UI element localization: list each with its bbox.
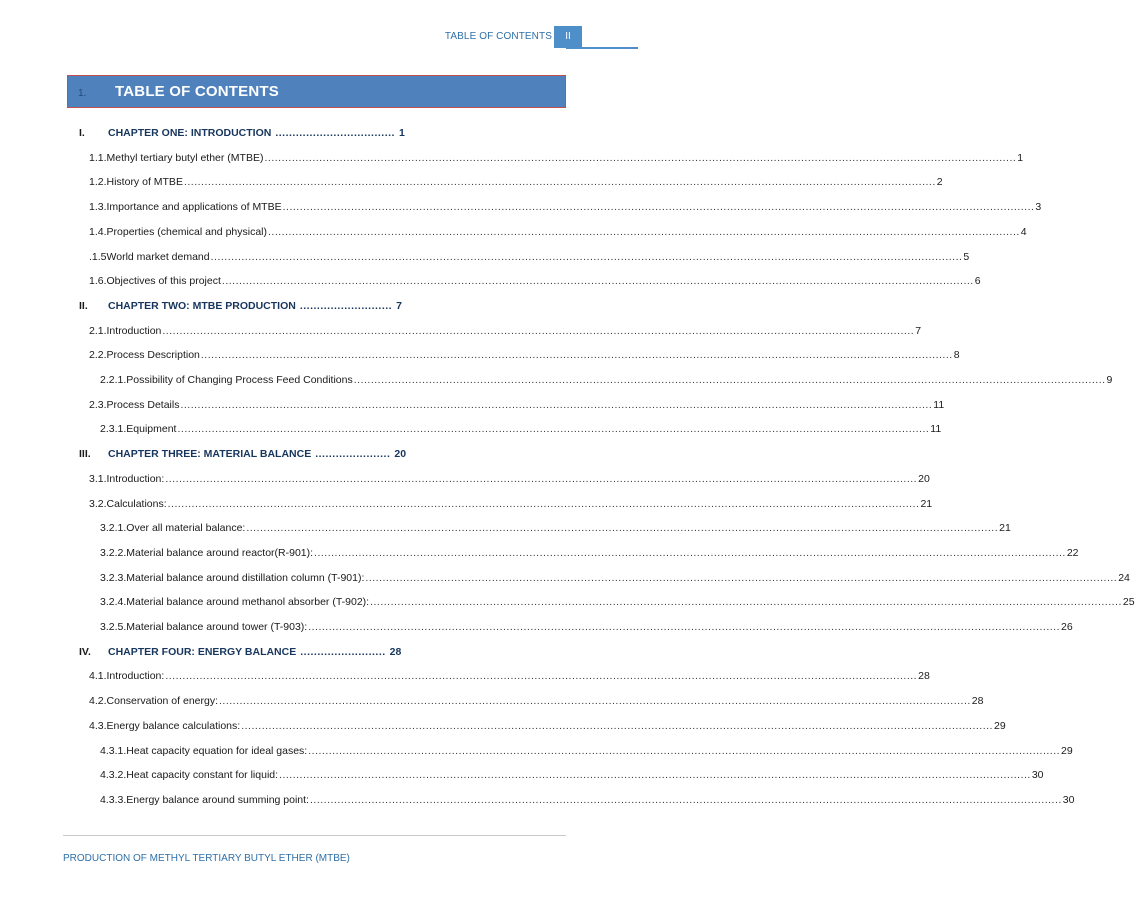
toc-subsection-entry[interactable] (100, 374, 1113, 386)
toc-entry-number: 2.1. (89, 324, 107, 337)
toc-entry-number: 1.6. (89, 275, 107, 288)
toc-section-entry[interactable] (89, 398, 945, 411)
toc-entry-number: I. (79, 127, 85, 139)
toc-entry-page: 6 (974, 275, 981, 288)
toc-entry-page: 7 (396, 299, 402, 312)
toc-entry-number: 4.1. (89, 670, 107, 683)
toc-entry-leader: ...................... (315, 448, 391, 461)
toc-entry-number: 1.4. (89, 225, 107, 238)
toc-entry-page: 30 (1031, 769, 1044, 782)
toc-entry-title: Energy balance calculations: (106, 719, 241, 732)
toc-entry-number: 3.2.3. (100, 571, 127, 584)
toc-section-entry[interactable] (89, 719, 1006, 732)
toc-entry-number: 2.3. (89, 398, 107, 411)
toc-entry-page: 26 (1061, 621, 1073, 633)
toc-entry-title: World market demand (106, 250, 210, 263)
toc-entry-title: Energy balance around summing point: (126, 793, 309, 806)
toc-entry-title: History of MTBE (106, 176, 183, 189)
toc-section-entry[interactable] (89, 472, 930, 485)
toc-entry-number: 4.3.3. (100, 793, 127, 806)
toc-entry-page: 28 (918, 670, 930, 683)
toc-entry-title: Material balance around methanol absorber (T-902): (126, 596, 370, 609)
toc-entry-page: 2 (936, 176, 943, 189)
toc-entry-number: 1.3. (89, 201, 107, 214)
toc-entry-title: CHAPTER FOUR: ENERGY BALANCE (108, 645, 297, 658)
toc-entry-page: 25 (1122, 596, 1135, 609)
toc-entry-number: 1.1. (89, 151, 107, 164)
toc-entry-number: 4.3. (89, 719, 107, 732)
toc-entry-page: 8 (953, 349, 960, 362)
toc-heading (67, 75, 566, 108)
toc-subsection-entry[interactable] (100, 522, 1011, 535)
toc-entry-page: 21 (920, 497, 933, 510)
toc-subsection-entry[interactable] (100, 793, 1075, 806)
toc-entry-page: 4 (1020, 225, 1027, 238)
toc-entry-leader: ............................................................................................................................................................................................................................ (365, 571, 1118, 584)
toc-section-entry[interactable] (89, 201, 1042, 214)
toc-section-entry[interactable] (89, 324, 922, 337)
toc-entry-page: 1 (1017, 151, 1024, 164)
toc-heading-title: TABLE OF CONTENTS (115, 83, 279, 100)
toc-section-entry[interactable] (89, 349, 960, 362)
toc-entry-number: III. (79, 448, 91, 461)
toc-entry-leader: ............................................................................................................................................................................................................................ (353, 374, 1106, 386)
toc-entry-leader: ............................................................................................................................................................................................................................ (219, 695, 971, 708)
footer-title: PRODUCTION OF METHYL TERTIARY BUTYL ETHER (MTBE) (63, 853, 350, 864)
toc-entry-title: Material balance around reactor(R-901): (126, 546, 314, 559)
toc-entry-page: 20 (394, 448, 407, 461)
toc-entry-title: Process Description (106, 349, 200, 362)
header-page-number: II (554, 26, 582, 48)
toc-section-entry[interactable] (89, 250, 970, 263)
toc-entry-number: 4.3.2. (100, 769, 127, 782)
toc-section-entry[interactable] (89, 275, 981, 288)
toc-entry-title: Possibility of Changing Process Feed Conditions (126, 374, 353, 386)
toc-entry-title: Importance and applications of MTBE (106, 201, 282, 214)
toc-entry-page: 11 (933, 398, 945, 411)
toc-entry-leader: ............................................................................................................................................................................................................................ (183, 176, 936, 189)
toc-entry-number: 3.2. (89, 497, 107, 510)
toc-entry-leader: ............................................................................................................................................................................................................................ (241, 719, 993, 732)
toc-entry-number: 3.1. (89, 472, 107, 485)
toc-entry-page: 22 (1066, 546, 1079, 559)
toc-entry-number: 3.2.2. (100, 546, 127, 559)
toc-entry-number: 3.2.4. (100, 596, 127, 609)
toc-entry-leader: ............................................................................................................................................................................................................................ (370, 596, 1122, 609)
toc-entry-title: CHAPTER THREE: MATERIAL BALANCE (108, 448, 312, 461)
toc-entry-number: 2.3.1. (100, 423, 127, 436)
toc-chapter-entry[interactable] (79, 127, 405, 139)
toc-entry-leader: ............................................................................................................................................................................................................................ (200, 349, 953, 362)
header-title: TABLE OF CONTENTS (444, 31, 552, 42)
toc-entry-page: 7 (915, 324, 922, 337)
toc-entry-page: 29 (993, 719, 1006, 732)
toc-entry-title: Introduction: (106, 472, 165, 485)
toc-entry-title: CHAPTER ONE: INTRODUCTION (108, 127, 272, 139)
toc-section-entry[interactable] (89, 695, 984, 708)
toc-entry-leader: ......................... (300, 645, 386, 658)
toc-entry-title: Calculations: (106, 497, 167, 510)
toc-subsection-entry[interactable] (100, 744, 1073, 757)
toc-entry-leader: ............................................................................................................................................................................................................................ (167, 497, 920, 510)
toc-entry-page: 5 (963, 250, 970, 263)
toc-entry-leader: ............................................................................................................................................................................................................................ (264, 151, 1017, 164)
toc-entry-title: Introduction: (106, 670, 165, 683)
toc-entry-number: 2.2. (89, 349, 107, 362)
toc-entry-leader: ............................................................................................................................................................................................................................ (210, 250, 963, 263)
toc-entry-page: 28 (389, 645, 402, 658)
toc-entry-title: Over all material balance: (126, 522, 246, 535)
toc-section-entry[interactable] (89, 151, 1024, 164)
toc-entry-page: 9 (1106, 374, 1113, 386)
toc-entry-leader: ............................................................................................................................................................................................................................ (177, 423, 930, 436)
page-header (0, 0, 638, 74)
toc-entry-page: 3 (1035, 201, 1042, 214)
toc-section-entry[interactable] (89, 670, 930, 683)
toc-entry-number: 1.2. (89, 176, 107, 189)
toc-entry-number: 2.2.1. (100, 374, 127, 386)
toc-section-entry[interactable] (89, 176, 943, 189)
toc-entry-leader: ................................... (275, 127, 395, 139)
toc-chapter-entry[interactable] (79, 300, 402, 312)
toc-chapter-entry[interactable] (79, 646, 401, 658)
toc-subsection-entry[interactable] (100, 571, 1130, 584)
toc-entry-title: Methyl tertiary butyl ether (MTBE) (106, 151, 264, 164)
toc-entry-number: II. (79, 299, 88, 312)
toc-section-entry[interactable] (89, 497, 933, 510)
toc-entry-number: 3.2.5. (100, 621, 127, 633)
toc-entry-title: Heat capacity equation for ideal gases: (126, 744, 308, 757)
toc-entry-leader: ............................................................................................................................................................................................................................ (268, 225, 1020, 238)
toc-chapter-entry[interactable] (79, 448, 406, 460)
toc-subsection-entry[interactable] (100, 596, 1135, 609)
toc-entry-leader: ............................................................................................................................................................................................................................ (221, 275, 974, 288)
toc-entry-page: 29 (1061, 744, 1073, 757)
toc-entry-leader: ............................................................................................................................................................................................................................ (165, 472, 918, 485)
toc-entry-title: Material balance around tower (T-903): (126, 621, 308, 633)
footer-rule (63, 835, 566, 836)
toc-entry-title: Properties (chemical and physical) (106, 225, 267, 238)
toc-section-entry[interactable] (89, 225, 1027, 238)
toc-subsection-entry[interactable] (100, 621, 1073, 633)
toc-entry-leader: ............................................................................................................................................................................................................................ (308, 621, 1061, 633)
toc-entry-number: .1.5 (89, 250, 107, 263)
toc-entry-number: 4.3.1. (100, 744, 127, 757)
toc-entry-title: CHAPTER TWO: MTBE PRODUCTION (108, 299, 296, 312)
toc-entry-number: IV. (79, 645, 91, 658)
toc-entry-page: 28 (971, 695, 984, 708)
toc-subsection-entry[interactable] (100, 423, 942, 436)
toc-entry-title: Introduction (106, 324, 162, 337)
toc-heading-number: 1. (78, 88, 87, 99)
toc-entry-page: 1 (398, 127, 405, 139)
toc-entry-leader: ............................................................................................................................................................................................................................ (165, 670, 918, 683)
toc-entry-number: 4.2. (89, 695, 107, 708)
toc-entry-title: Objectives of this project (106, 275, 221, 288)
toc-entry-page: 20 (918, 472, 930, 485)
toc-entry-page: 30 (1062, 793, 1075, 806)
toc-entry-number: 3.2.1. (100, 522, 127, 535)
toc-subsection-entry[interactable] (100, 546, 1079, 559)
toc-entry-title: Conservation of energy: (106, 695, 218, 708)
toc-entry-leader: ........................... (299, 299, 393, 312)
toc-entry-leader: ............................................................................................................................................................................................................................ (246, 522, 999, 535)
toc-entry-title: Material balance around distillation column (T-901): (126, 571, 365, 584)
toc-entry-title: Process Details (106, 398, 180, 411)
toc-entry-leader: ............................................................................................................................................................................................................................ (309, 793, 1062, 806)
toc-entry-leader: ............................................................................................................................................................................................................................ (282, 201, 1035, 214)
toc-entry-title: Equipment (126, 423, 177, 436)
toc-entry-leader: ............................................................................................................................................................................................................................ (308, 744, 1061, 757)
toc-subsection-entry[interactable] (100, 769, 1044, 782)
toc-entry-leader: ............................................................................................................................................................................................................................ (162, 324, 915, 337)
toc-entry-leader: ............................................................................................................................................................................................................................ (180, 398, 933, 411)
toc-entry-leader: ............................................................................................................................................................................................................................ (314, 546, 1066, 559)
toc-entry-leader: ............................................................................................................................................................................................................................ (279, 769, 1031, 782)
toc-entry-page: 21 (999, 522, 1011, 535)
toc-entry-page: 24 (1118, 571, 1130, 584)
header-rule (566, 47, 638, 49)
toc-entry-page: 11 (930, 423, 942, 436)
toc-entry-title: Heat capacity constant for liquid: (126, 769, 279, 782)
